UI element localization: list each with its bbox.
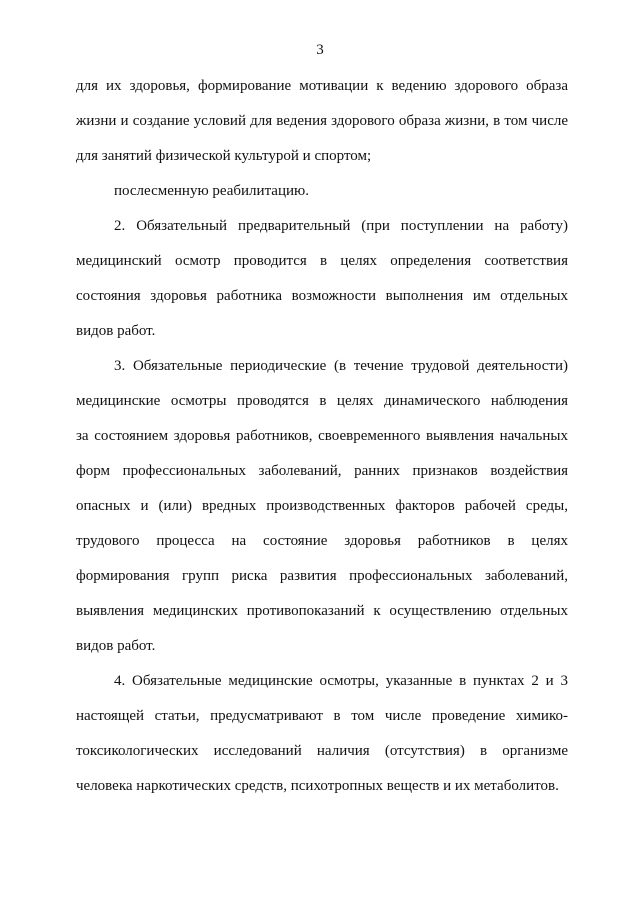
text-line: медицинские осмотры проводятся в целях динамического наблюдения xyxy=(76,393,568,409)
text-line: формирования групп риска развития профессиональных заболеваний, xyxy=(76,568,568,584)
text-line: за состоянием здоровья работников, своевременного выявления начальных xyxy=(76,428,568,444)
text-line: выявления медицинских противопоказаний к осуществлению отдельных xyxy=(76,603,568,619)
page-number: 3 xyxy=(316,42,324,58)
text-line: настоящей статьи, предусматривают в том числе проведение химико- xyxy=(76,708,568,724)
paragraph-2-first-line: 2. Обязательный предварительный (при поступлении на работу) xyxy=(114,218,568,234)
text-line: опасных и (или) вредных производственных факторов рабочей среды, xyxy=(76,498,568,514)
text-line: видов работ. xyxy=(76,638,156,654)
paragraph-3-first-line: 3. Обязательные периодические (в течение трудовой деятельности) xyxy=(114,358,568,374)
text-line: трудового процесса на состояние здоровья работников в целях xyxy=(76,533,568,549)
text-line: токсикологических исследований наличия (отсутствия) в организме xyxy=(76,743,568,759)
text-line: медицинский осмотр проводится в целях определения соответствия xyxy=(76,253,568,269)
text-line: видов работ. xyxy=(76,323,156,339)
text-line: послесменную реабилитацию. xyxy=(114,183,309,199)
paragraph-4-first-line: 4. Обязательные медицинские осмотры, указанные в пунктах 2 и 3 xyxy=(114,673,568,689)
text-line: жизни и создание условий для ведения здорового образа жизни, в том числе xyxy=(76,113,568,129)
text-line: состояния здоровья работника возможности выполнения им отдельных xyxy=(76,288,568,304)
text-line: форм профессиональных заболеваний, ранних признаков воздействия xyxy=(76,463,568,479)
text-line: для занятий физической культурой и спортом; xyxy=(76,148,372,164)
text-line: для их здоровья, формирование мотивации к ведению здорового образа xyxy=(76,78,568,94)
text-line: человека наркотических средств, психотропных веществ и их метаболитов. xyxy=(76,778,559,794)
